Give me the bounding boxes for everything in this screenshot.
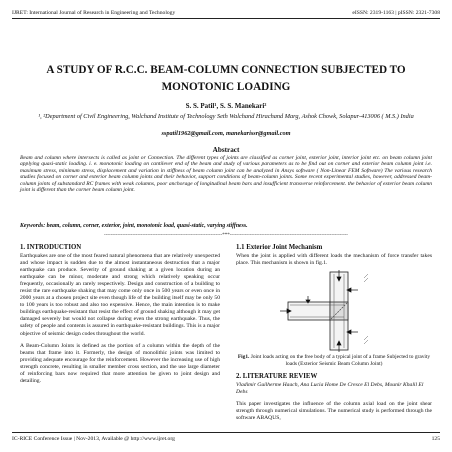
page-footer xyxy=(12,432,440,444)
issn-info: eISSN: 2319-1163 | pISSN: 2321-7308 xyxy=(352,10,440,16)
literature-heading: 2. LITERATURE REVIEW xyxy=(236,373,318,381)
keywords-line: Keywords: beam, column, corner, exterior, joint, monotonic load, quasi-static, varying stiffness. xyxy=(20,223,248,229)
section-separator: -----------------------------------------------------------------------***----------------------------------------------------------------------- xyxy=(104,233,348,238)
left-column xyxy=(20,244,220,385)
footer-conference: IC-RICE Conference Issue | Nov-2013, Available @ http://www.ijret.org xyxy=(12,436,175,442)
author-affiliation: ¹, ²Department of Civil Engineering, Walchand Institute of Technology Seth Walchand Hirachand Marg, Ashok Chowk, Solapur-413006 ( M.S.) India xyxy=(38,113,414,120)
figure-caption-text: Joint loads acting on the free body of a typical joint of a frame Subjected to gravity loads (Exterior Seismic Beam Column Joint) xyxy=(250,354,431,367)
abstract-text: Beam and column where intersects is called as joint or Connection. The different types of joints are classified as corner joint, exterior joint, interior joint etc. on beam column joint applying quasi-static loading. i. e. monotonic loading on cantilever end of the beam and study of various parameters as to be find out on corner and exterior beam column joint i.e. maximum stress, minimum stress, displacement and variation in stiffness of beam column joint can be analyzed in Ansys software ( Non-Linear FEM Software) The various research studies focused on corner and exterior beam column joints and their behavior, support conditions of beam-column joints. Some recent experimental studies, however, addressed beam-column joints of substandard RC frames with weak columns, poor anchorage of longitudinal beam bars and insufficient transverse reinforcement. the behavior of exterior beam column joint is different than the corner beam column joint. xyxy=(20,155,432,194)
journal-name: IJRET: International Journal of Research in Engineering and Technology xyxy=(12,10,176,16)
intro-paragraph-2: A Beam-Column Joints is defined as the portion of a column within the depth of the beams that frame into it. Formerly, the design of monolithic joints was limited to providing adequate encourage for the reinforcement. However the increasing use of high strength concrete, resulting in smaller member cross section, and the use large diameter of reinforcing bars now required that more attention be given to joint design and detailing. xyxy=(20,342,220,384)
review-authors: Vladimir Guilherme Haach, Ana Lucia Home De Cresce El Debs, Mounir Khalil El Debs xyxy=(236,382,424,396)
paper-authors: S. S. Patil¹, S. S. Manekari² xyxy=(185,102,267,110)
abstract-heading: Abstract xyxy=(212,146,240,154)
paper-title: A STUDY OF R.C.C. BEAM-COLUMN CONNECTION SUBJECTED TO MONOTONIC LOADING xyxy=(46,64,406,93)
beam-member xyxy=(288,302,330,320)
joint-free-body-figure xyxy=(278,270,390,352)
joint-core xyxy=(330,302,348,320)
figure-caption xyxy=(236,354,432,367)
literature-paragraph: This paper investigates the influence of the column axial load on the joint shear strength through numerical simulations. The numerical study is performed through the software ABAQUS, xyxy=(236,400,432,421)
author-email: sspatil1962@gmail.com, manekarissr@gmail.com xyxy=(161,130,291,137)
mechanism-heading: 1.1 Exterior Joint Mechanism xyxy=(236,244,323,251)
mechanism-paragraph: When the joint is applied with different loads the mechanism of force transfer takes place. This mechanism is shown in fig.1. xyxy=(236,253,432,267)
intro-heading: 1. INTRODUCTION xyxy=(20,244,82,251)
intro-paragraph-1: Earthquakes are one of the most feared natural phenomena that are relatively unexpected and whose impact is sudden due to the almost instantaneous destruction that a major earthquake can produce. Severity of ground shaking at a given location during an earthquake can be minor, moderate and strong which relatively speaking occur frequently, occasionally an rarely respectively. Design and construction of a building to resist the rare earthquake shaking that may come only once in 500 years or even once in 2000 years at a chosen project site even though life of the building itself may be only 50 to 100 years is too robust and also too expensive. Hence, the main intention is to make buildings earthquake-resistant that resist the effect of ground shaking although it may get damaged severely but would not collapse during even the strong earthquake. Thus, the safety of people and contents is assured in earthquake-resistant buildings. This is a major objective of seismic design codes throughout the world. xyxy=(20,253,220,337)
support-hatching xyxy=(364,274,368,344)
page-number: 125 xyxy=(431,436,440,442)
running-header xyxy=(12,8,440,19)
right-column xyxy=(236,244,432,422)
joint-diagram xyxy=(278,270,390,352)
figure-caption-label: Fig1. xyxy=(237,354,250,361)
